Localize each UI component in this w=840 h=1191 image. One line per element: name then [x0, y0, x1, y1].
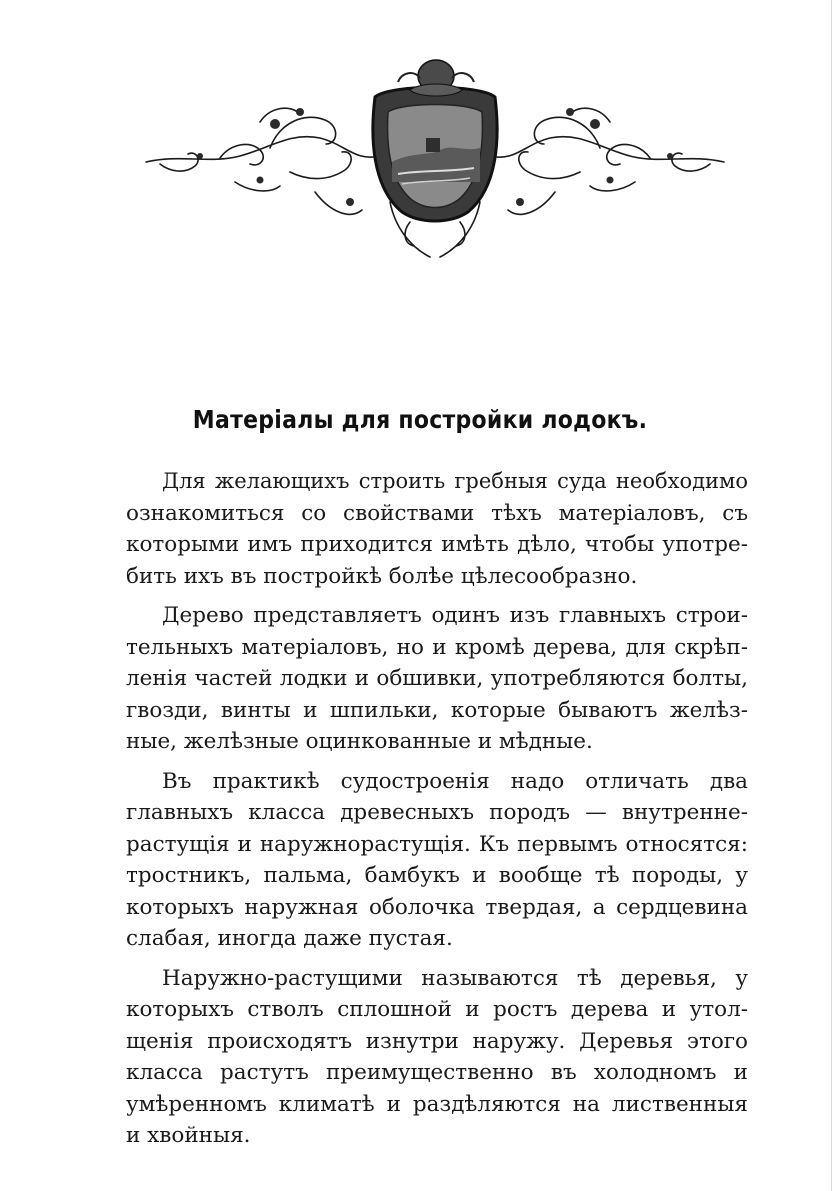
text-line: ные, желѣзные оцинкованные и мѣдные.: [126, 729, 593, 754]
text-line: класса растутъ преимущественно въ холодномъ и: [126, 1060, 748, 1085]
text-line: ознакомиться со свойствами тѣхъ матеріаловъ, съ: [126, 500, 748, 526]
page-edge: [831, 0, 832, 1191]
paragraph: [126, 963, 748, 1152]
text-line: щенія происходятъ изнутри наружу. Деревья этого: [126, 1028, 748, 1054]
text-line: гвозди, винты и шпильки, которые бываютъ желѣз-: [126, 697, 748, 723]
text-line: главныхъ класса древесныхъ породъ — внутренне-: [126, 800, 748, 825]
paragraph: [126, 466, 748, 592]
text-line: слабая, иногда даже пустая.: [126, 926, 453, 951]
text-line: ленія частей лодки и обшивки, употребляются болты,: [126, 666, 748, 691]
ornamental-vignette: [140, 52, 730, 267]
page-title: Матеріалы для постройки лодокъ.: [192, 405, 648, 434]
text-line: тростникъ, пальма, бамбукъ и вообще тѣ породы, у: [126, 863, 748, 888]
paragraph: [126, 600, 748, 758]
text-line: которыхъ наружная оболочка твердая, а сердцевина: [126, 894, 748, 920]
text-line: Наружно-растущими называются тѣ деревья, у: [162, 965, 748, 991]
text-line: умѣренномъ климатѣ и раздѣляются на лиственныя: [126, 1091, 748, 1117]
text-line: которыхъ стволъ сплошной и ростъ дерева и утол-: [126, 997, 748, 1022]
text-line: Для желающихъ строить гребныя суда необходимо: [162, 469, 748, 493]
text-line: которыми имъ приходится имѣть дѣло, чтобы употре-: [126, 532, 748, 557]
text-line: Дерево представляетъ одинъ изъ главныхъ строи-: [162, 603, 748, 628]
text-line: тельныхъ матеріаловъ, но и кромѣ дерева, для скрѣп-: [126, 634, 748, 660]
body-text: [126, 466, 748, 1160]
text-line: Въ практикѣ судостроенія надо отличать два: [162, 768, 748, 794]
paragraph: [126, 766, 748, 955]
text-line: бить ихъ въ постройкѣ болѣе цѣлесообразно.: [126, 563, 638, 589]
text-line: растущія и наружнорастущія. Къ первымъ относятся:: [126, 831, 748, 857]
text-line: и хвойныя.: [126, 1123, 251, 1148]
